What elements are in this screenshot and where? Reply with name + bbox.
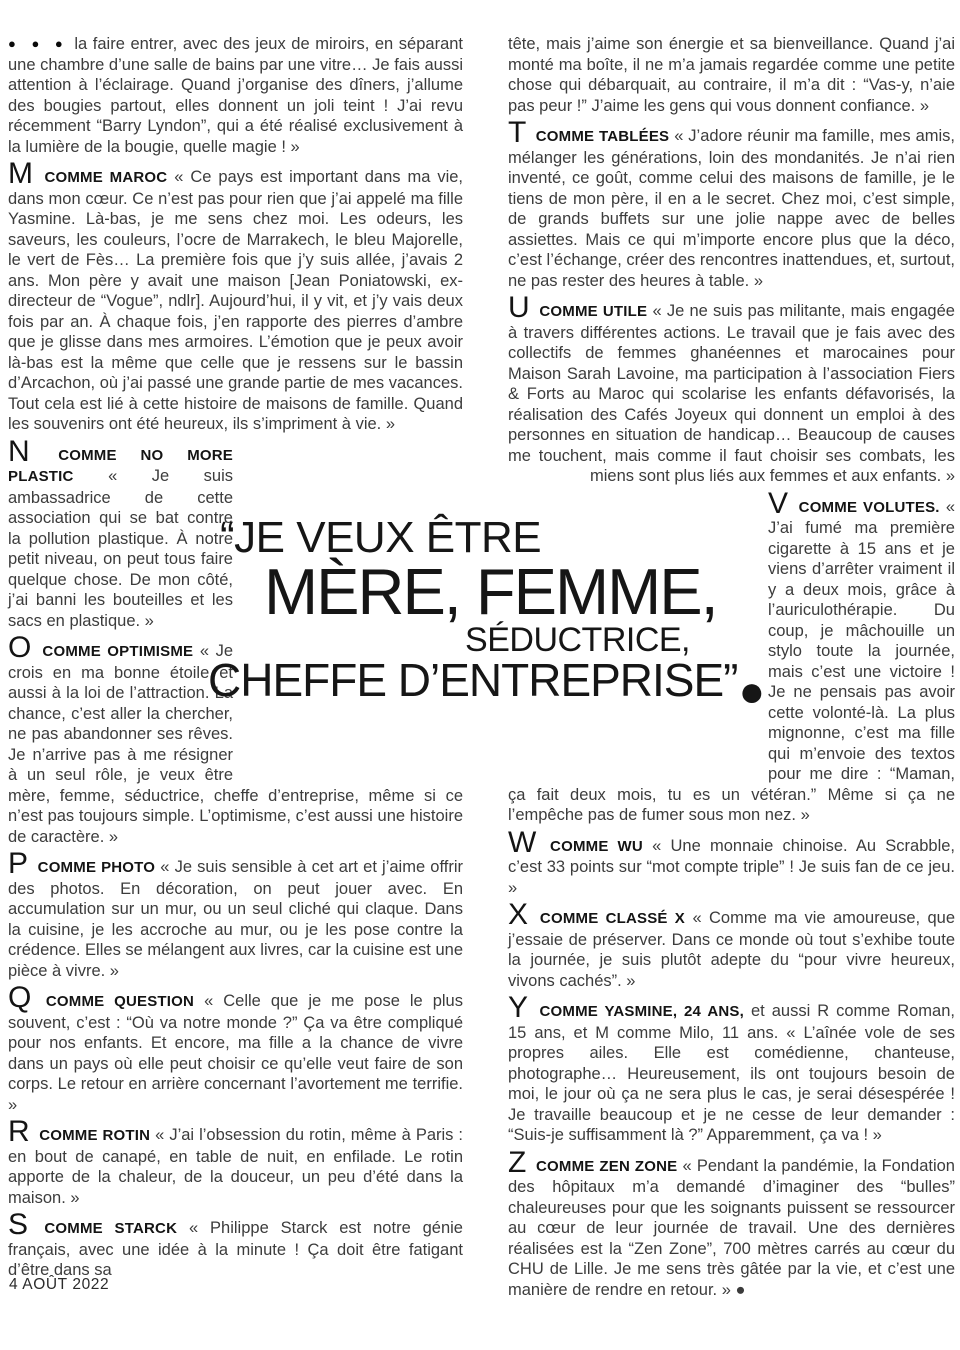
pullquote-period-dot: ● [738, 667, 766, 717]
section-title: COMME ZEN ZONE [535, 1157, 678, 1175]
section-letter: U [508, 291, 531, 324]
section-t [508, 116, 956, 291]
section-title: COMME QUESTION [45, 993, 195, 1010]
section-title: COMME VOLUTES. [798, 498, 940, 516]
section-title: COMME WU [550, 837, 643, 855]
section-title: COMME STARCK [44, 1220, 178, 1237]
section-title: COMME MAROC [44, 169, 168, 186]
section-text: « Comme ma vie amoureuse, que j’essaie de préserver. Dans ce monde où tout s’exhibe toute la journée, je suis plutôt adepte du “pour vivre heureux, vivons cachés”. » [508, 909, 956, 990]
section-title: COMME CLASSÉ X [539, 910, 686, 927]
section-letter: Y [508, 991, 529, 1024]
section-p [8, 847, 463, 981]
section-title: COMME TABLÉES [535, 128, 670, 145]
intro-continuation-paragraph [8, 34, 463, 157]
section-text: « J’ai l’obsession du rotin, même à Paris : en bout de canapé, en table de nuit, en enfilade. Le rotin apporte de la chaleur, de la douceur, un peu d’été dans la maison. » [8, 1126, 463, 1207]
section-title: COMME OPTIMISME [42, 643, 194, 660]
section-text: « Je suis ambassadrice de cette association qui se bat contre la pollution plastique. À notre petit niveau, on peut tous faire quelque chose. De mon côté, j’ai banni les bouteilles et les sacs en plastique. » [8, 467, 233, 630]
pullquote-line-3: SÉDUCTRICE, [465, 621, 690, 660]
continuation-text: tête, mais j’aime son énergie et sa bienveillance. Quand j’ai monté ma boîte, il ne m’a jamais regardée comme une petite chose qui débarquait, au contraire, il m’a dit : “Vas-y, n’aie pas peur !” J’aime les gens qui vous donnent confiance. » [508, 35, 955, 115]
section-x [508, 898, 956, 991]
section-title: COMME PHOTO [37, 859, 156, 876]
section-letter: V [768, 486, 789, 520]
section-text: « Philippe Starck est notre génie français, avec une idée à la minute ! Ça doit être fatigant d’être dans sa [8, 1219, 463, 1279]
continuation-bullets: ● ● ● [8, 36, 69, 51]
section-q [8, 981, 463, 1115]
section-title: COMME ROTIN [39, 1127, 151, 1144]
section-letter: X [508, 898, 529, 931]
section-letter: Q [8, 981, 32, 1014]
section-letter: P [8, 847, 29, 880]
section-text: et aussi R comme Roman, 15 ans, et M comme Milo, 11 ans. « L’aînée vole de ses propres ailes. Elle est comédienne, chanteuse, photographe… Heureusement, ils ont toujours besoin de moi, le jour où ça ne sera plus le cas, je serai désespérée ! Je travaille beaucoup et je ne cesse de leur demander : “Suis-je suffisamment là ?” Apparemment, ça va ! » [508, 1002, 955, 1144]
pullquote-line-2: MÈRE, FEMME, [264, 555, 717, 628]
section-text: « J’ai fumé ma première cigarette à 15 ans et je viens d’arrêter vraiment il y a deux mois, grâce à l’auriculothérapie. Du coup, je mâchouille un stylo toute la journée, mais c’est une victoire ! Je ne pensais pas avoir cette volonté-là. La plus mignonne, c’est ma fille qui m’envoie des textos pour me dire : “Maman, ça fait deux mois, tu es un vétéran.” Même si ça ne l’empêche pas de fumer sous mon nez. » [508, 497, 955, 824]
section-text: « Je crois en ma bonne étoile et aussi à la loi de l’attraction. La chance, c’est aller la chercher, ne pas abandonner ses rêves. Je n’arrive pas à me résigner à un seul rôle, je veux être mère, femme, séductrice, cheffe d’entreprise, même si ce n’est pas toujours simple. L’optimisme, c’est aussi une histoire de caractère. » [8, 642, 463, 846]
pull-quote [208, 513, 766, 717]
section-title: COMME NO MORE PLASTIC [8, 446, 233, 485]
section-text: « Pendant la pandémie, la Fondation des hôpitaux m’a demandé d’imaginer des “bulles” chaleureuses pour que les soignants puissent se ressourcer au cœur de leur journée de travail. Une des dernières réalisées est la “Zen Zone”, 700 mètres carrés au cœur du CHU de Lille. Je me sens très gâtée par la vie, et c’est une manière de rendre en retour. » ● [508, 1156, 955, 1299]
section-text: « Je ne suis pas militante, mais engagée à travers différentes actions. Le travail que je fais avec des collectifs de femmes ghanéennes et marocaines pour Maison Sarah Lavoine, ma participation à l’association Fiers & Forts au Maroc qui scolarise les enfants défavorisés, la réalisation des Cafés Joyeux qui donnent un emploi à des personnes en situation de handicap… Beaucoup de causes me touchent, mais comme il faut choisir ses combats, les miens sont plus liés aux femmes et aux enfants. » [508, 302, 955, 485]
pullquote-line-4-text: CHEFFE D’ENTREPRISE” [208, 654, 738, 707]
section-letter: O [8, 631, 32, 664]
section-letter: N [8, 434, 31, 468]
intro-text: la faire entrer, avec des jeux de miroirs, en séparant une chambre d’une salle de bains par une vitre… Je fais aussi attention à l’éclairage. Quand j’organise des dîners, j’allume des bougies partout, elles donnent un joli teint ! J’ai revu récemment “Barry Lyndon”, qui a été réalisé exclusivement à la lumière de la bougie, quelle magie ! » [8, 35, 464, 156]
section-letter: Z [508, 1145, 527, 1179]
section-r [8, 1115, 463, 1208]
section-title: COMME UTILE [539, 303, 648, 320]
pullquote-line-4 [208, 654, 766, 717]
section-text: « Celle que je me pose le plus souvent, c’est : “Où va notre monde ?” Ça va être compliqué pour nos enfants. Et encore, ma fille a la chance de vivre dans un pays où elle peut choisir ce qu’elle veut faire de son corps. Le retour en arrière concernant l’avortement me terrifie. » [8, 992, 463, 1114]
section-letter: S [8, 1208, 29, 1241]
section-letter: W [508, 825, 537, 859]
pullquote-line-1: “JE VEUX ÊTRE [220, 513, 542, 562]
section-letter: R [8, 1115, 31, 1148]
section-text: « Une monnaie chinoise. Au Scrabble, c’est 33 points sur “mot compte triple” ! Je suis fan de ce jeu. » [508, 836, 955, 897]
section-m [8, 157, 464, 435]
section-title: COMME YASMINE, 24 ANS, [539, 1003, 744, 1020]
section-w [508, 825, 955, 899]
issue-date: 4 AOÛT 2022 [9, 1276, 110, 1293]
section-u [508, 291, 955, 487]
section-letter: T [508, 116, 527, 149]
section-text: « Je suis sensible à cet art et j’aime offrir des photos. En décoration, on peut jouer avec. En accumulation sur un mur, ou un seul cliché qui claque. Dans la cuisine, je les accroche au mur, ou je les pose contre la crédence. Elles se mélangent aux livres, car la cuisine est une pièce à vivre. » [8, 858, 463, 980]
section-letter: M [8, 157, 34, 190]
section-s-continuation [508, 34, 955, 116]
section-text: « Ce pays est important dans ma vie, dans mon cœur. Ce n’est pas pour rien que j’ai appelé ma fille Yasmine. Là-bas, je me sens chez moi. Les odeurs, les saveurs, les couleurs, l’ocre de Marrakech, le bleu Majorelle, le vert de Fès… La première fois que j’y suis allée, j’avais 2 ans. Mon père y avait une maison [Jean Poniatowski, ex-directeur de “Vogue”, ndlr]. Aujourd’hui, il y vit, et j’y vais deux fois par an. À chaque fois, j’en rapporte des pierres d’ambre que je glisse dans mes armoires. L’émotion que je peux avoir là-bas est la même que celle que je ressens sur le bassin d’Arcachon, où j’ai passé une grande partie de mes vacances. Tout cela est lié à cette histoire de maisons de famille. Quand les souvenirs ont été heureux, ils s’impriment à vie. » [8, 168, 464, 433]
section-z [508, 1145, 955, 1301]
section-s [8, 1208, 463, 1281]
section-y [508, 991, 955, 1146]
section-text: « J’adore réunir ma famille, mes amis, mélanger les générations, loin des mondanités. Je n’ai rien inventé, ce goût, comme celui des maisons de famille, je le tiens de mon père, il en a le secret. Chez moi, c’est simple, de grands buffets sur une jolie nappe avec de belles assiettes. Mais ce qui m’importe encore plus que la déco, c’est l’échange, créer des rencontres inattendues, et, surtout, ne pas rester des heures à table. » [508, 127, 956, 290]
